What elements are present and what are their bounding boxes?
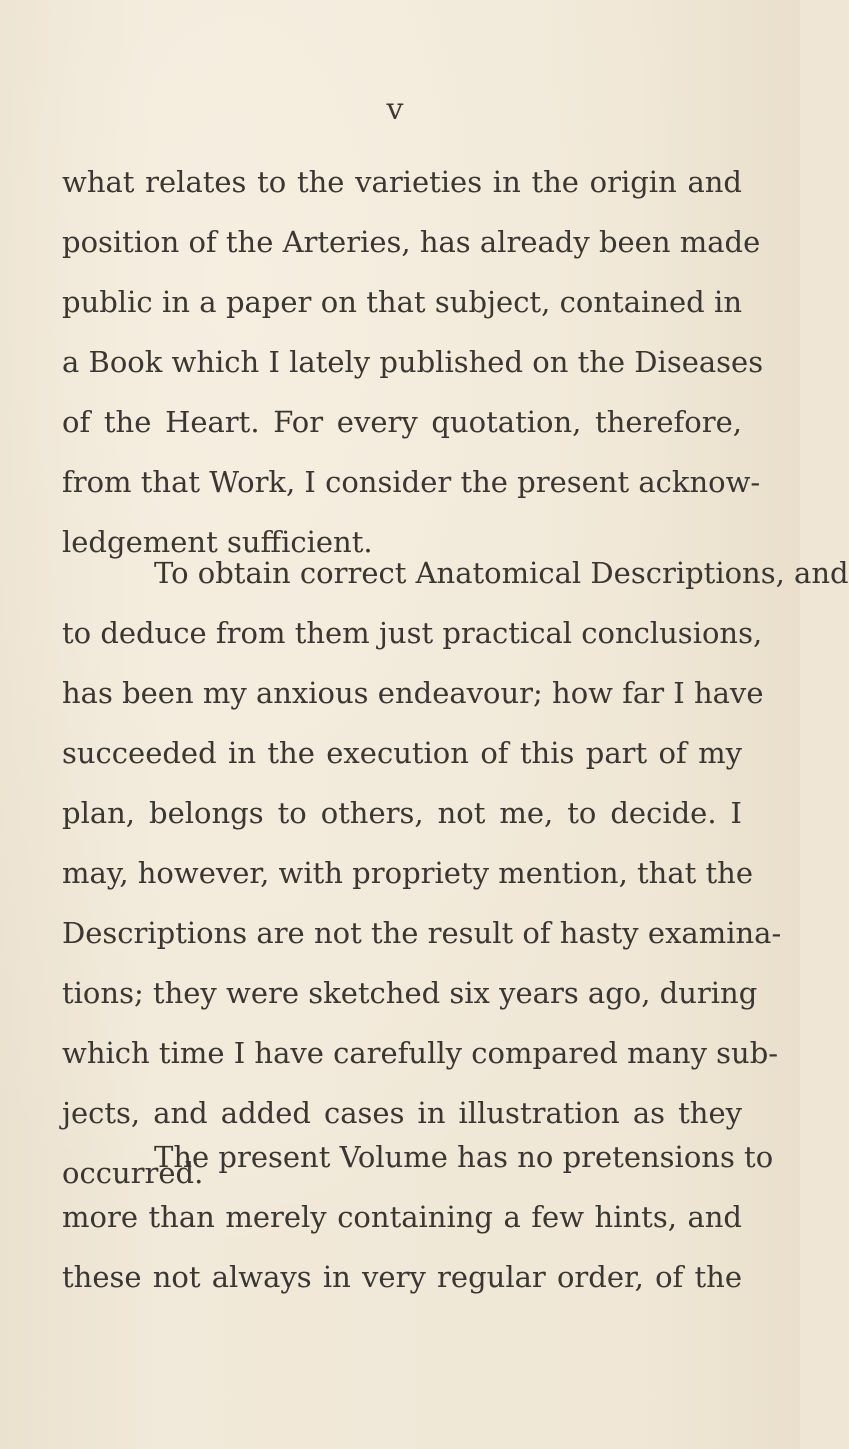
text-line: has been my anxious endeavour; how far I have	[62, 676, 764, 710]
text-line: of the Heart. For every quotation, therefore,	[62, 405, 742, 439]
text-line: occurred.	[62, 1156, 204, 1190]
text-line: succeeded in the execution of this part of my	[62, 736, 742, 770]
text-line: more than merely containing a few hints, and	[62, 1200, 742, 1234]
text-line: jects, and added cases in illustration as they	[62, 1096, 742, 1130]
text-line: a Book which I lately published on the Diseases	[62, 345, 764, 379]
text-line: position of the Arteries, has already been made	[62, 225, 761, 259]
text-line: Descriptions are not the result of hasty examina-	[62, 916, 782, 950]
page-number: v	[386, 92, 404, 127]
text-line: plan, belongs to others, not me, to decide. I	[62, 796, 742, 830]
text-line: which time I have carefully compared many sub-	[62, 1036, 779, 1070]
paragraph-2	[62, 543, 849, 1203]
text-line: To obtain correct Anatomical Descriptions, and	[154, 556, 849, 590]
text-line: may, however, with propriety mention, that the	[62, 856, 754, 890]
text-line: what relates to the varieties in the origin and	[62, 165, 742, 199]
text-line: public in a paper on that subject, contained in	[62, 285, 742, 319]
text-line: these not always in very regular order, of the	[62, 1260, 742, 1294]
text-line: The present Volume has no pretensions to	[154, 1140, 774, 1174]
text-line: tions; they were sketched six years ago, during	[62, 976, 758, 1010]
text-line: to deduce from them just practical conclusions,	[62, 616, 763, 650]
paragraph-1	[62, 152, 764, 572]
text-line: from that Work, I consider the present acknow-	[62, 465, 761, 499]
text-line: ledgement sufficient.	[62, 525, 373, 559]
paragraph-3	[62, 1127, 774, 1307]
